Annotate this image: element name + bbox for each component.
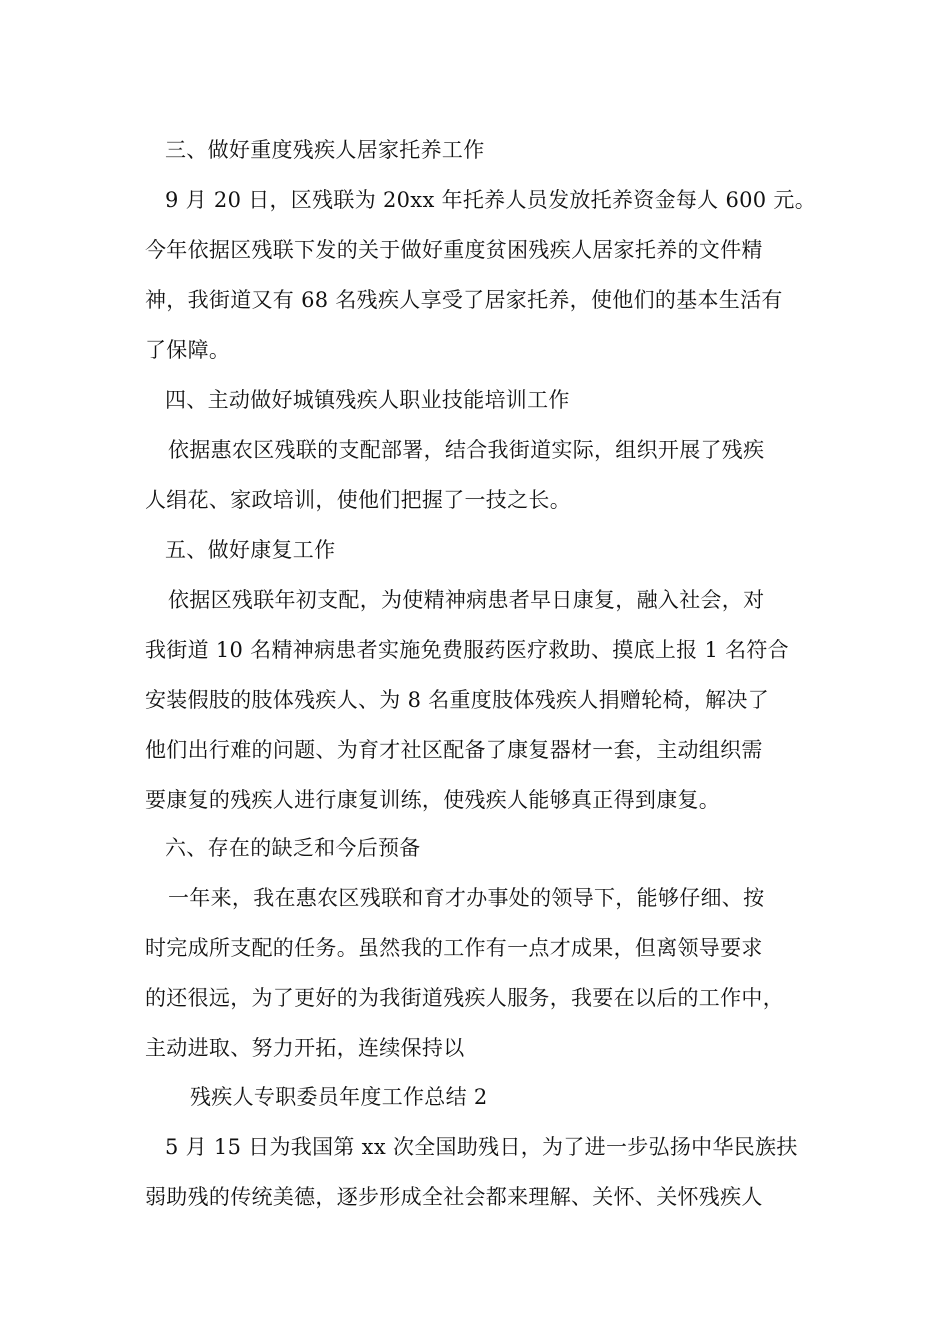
section-heading-3: 三、做好重度残疾人居家托养工作 (165, 138, 485, 162)
paragraph-line: 依据惠农区残联的支配部署，结合我街道实际，组织开展了残疾 (168, 438, 765, 462)
paragraph-line: 我街道 10 名精神病患者实施免费服药医疗救助、摸底上报 1 名符合 (145, 638, 789, 662)
paragraph-line: 主动进取、努力开拓，连续保持以 (145, 1036, 465, 1060)
paragraph-line: 的还很远，为了更好的为我街道残疾人服务，我要在以后的工作中， (145, 986, 784, 1010)
paragraph-line: 时完成所支配的任务。虽然我的工作有一点才成果，但离领导要求 (145, 936, 763, 960)
section-heading-4: 四、主动做好城镇残疾人职业技能培训工作 (165, 388, 570, 412)
paragraph-line: 9 月 20 日，区残联为 20xx 年托养人员发放托养资金每人 600 元。 (165, 188, 816, 212)
section-heading-5: 五、做好康复工作 (165, 538, 336, 562)
section-heading-6: 六、存在的缺乏和今后预备 (165, 836, 421, 860)
paragraph-line: 安装假肢的肢体残疾人、为 8 名重度肢体残疾人捐赠轮椅，解决了 (145, 688, 770, 712)
paragraph-line: 人绢花、家政培训，使他们把握了一技之长。 (145, 488, 571, 512)
paragraph-line: 5 月 15 日为我国第 xx 次全国助残日，为了进一步弘扬中华民族扶 (165, 1135, 798, 1159)
paragraph-line: 了保障。 (145, 338, 231, 362)
article-subtitle: 残疾人专职委员年度工作总结 2 (190, 1085, 488, 1109)
paragraph-line: 依据区残联年初支配，为使精神病患者早日康复，融入社会，对 (168, 588, 765, 612)
paragraph-line: 要康复的残疾人进行康复训练，使残疾人能够真正得到康复。 (145, 788, 721, 812)
paragraph-line: 弱助残的传统美德，逐步形成全社会都来理解、关怀、关怀残疾人 (145, 1185, 763, 1209)
paragraph-line: 神，我街道又有 68 名残疾人享受了居家托养，使他们的基本生活有 (145, 288, 783, 312)
paragraph-line: 今年依据区残联下发的关于做好重度贫困残疾人居家托养的文件精 (145, 238, 763, 262)
paragraph-line: 一年来，我在惠农区残联和育才办事处的领导下，能够仔细、按 (168, 886, 765, 910)
paragraph-line: 他们出行难的问题、为育才社区配备了康复器材一套，主动组织需 (145, 738, 763, 762)
